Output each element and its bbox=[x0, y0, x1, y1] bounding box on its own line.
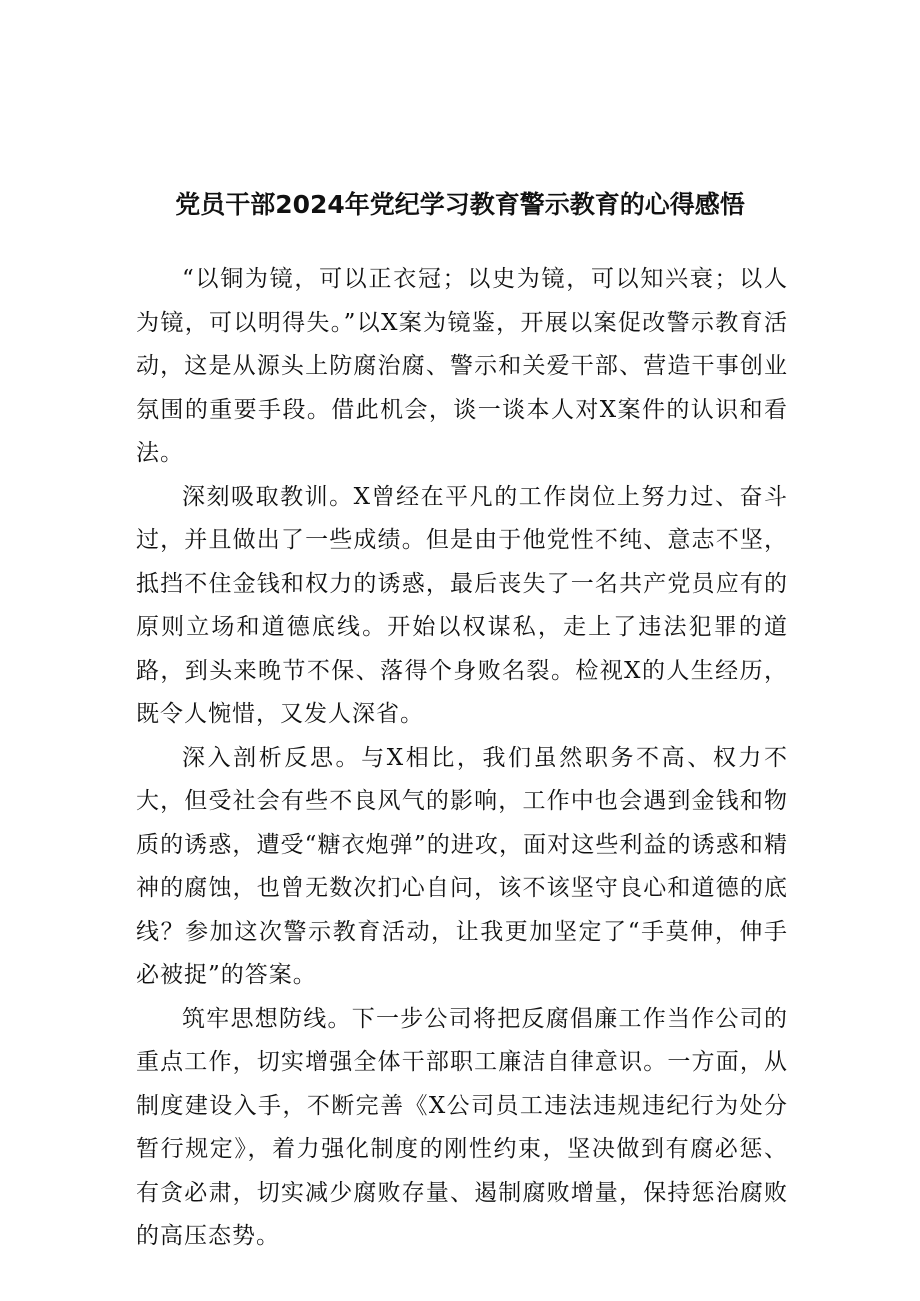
paragraph-intro: “以铜为镜，可以正衣冠；以史为镜，可以知兴衰；以人为镜，可以明得失。”以X案为镜鉴，开展以案促改警示教育活动，这是从源头上防腐治腐、警示和关爱干部、营造干事创业氛围的重要手段。借此机会，谈一谈本人对X案件的认识和看法。 bbox=[136, 266, 788, 466]
document-body bbox=[136, 258, 788, 1259]
paragraph-defense: 筑牢思想防线。下一步公司将把反腐倡廉工作当作公司的重点工作，切实增强全体干部职工廉洁自律意识。一方面，从制度建设入手，不断完善《X公司员工违法违规违纪行为处分暂行规定》，着力强化制度的刚性约束，坚决做到有腐必惩、有贪必肃，切实减少腐败存量、遏制腐败增量，保持惩治腐败的高压态势。 bbox=[136, 1005, 788, 1249]
document-title: 党员干部2024年党纪学习教育警示教育的心得感悟 bbox=[175, 189, 745, 219]
paragraph-lessons: 深刻吸取教训。X曾经在平凡的工作岗位上努力过、奋斗过，并且做出了一些成绩。但是由于他党性不纯、意志不坚，抵挡不住金钱和权力的诱惑，最后丧失了一名共产党员应有的原则立场和道德底线。开始以权谋私，走上了违法犯罪的道路，到头来晚节不保、落得个身败名裂。检视X的人生经历，既令人惋惜，又发人深省。 bbox=[136, 483, 788, 727]
paragraph-reflection: 深入剖析反思。与X相比，我们虽然职务不高、权力不大，但受社会有些不良风气的影响，工作中也会遇到金钱和物质的诱惑，遭受“糖衣炮弹”的进攻，面对这些利益的诱惑和精神的腐蚀，也曾无数次扪心自问，该不该坚守良心和道德的底线？参加这次警示教育活动，让我更加坚定了“手莫伸，伸手必被捉”的答案。 bbox=[136, 744, 788, 988]
